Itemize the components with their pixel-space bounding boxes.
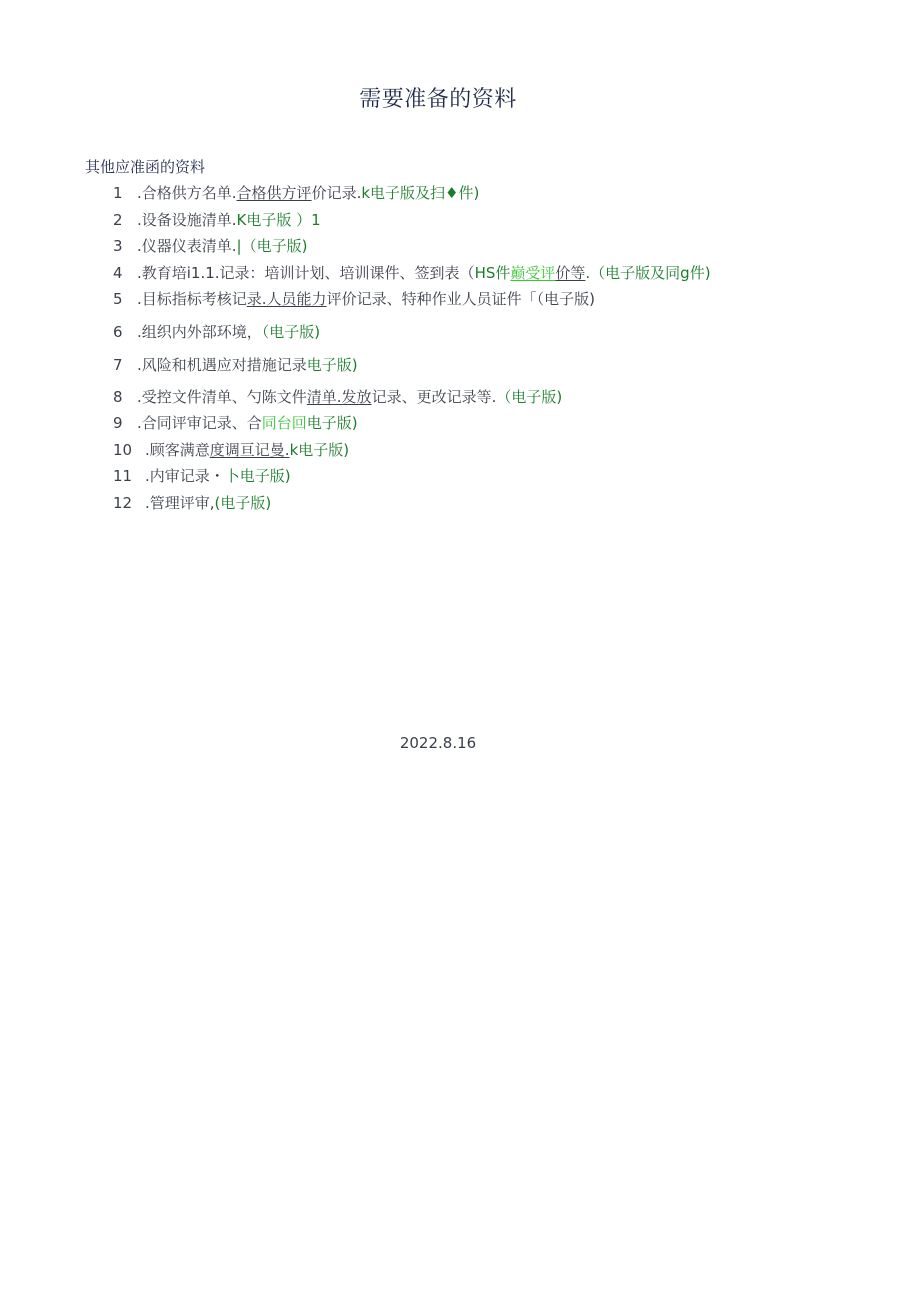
section-heading: 其他应准函的资料 bbox=[85, 158, 206, 176]
item-format-note: k电子版及扫♦件) bbox=[361, 184, 480, 202]
item-number: 1 bbox=[113, 184, 123, 202]
item-text-underlined: 合格供方评 bbox=[236, 184, 312, 202]
item-text: .组织内外部环境， bbox=[137, 323, 262, 341]
item-text-underlined: 度调亘记曼. bbox=[209, 441, 290, 459]
page-title: 需要准备的资料 bbox=[359, 87, 517, 112]
list-item bbox=[113, 493, 271, 513]
item-format-note: |（电子版) bbox=[236, 237, 308, 255]
item-number: 9 bbox=[113, 414, 123, 432]
item-text-highlight: 同台回 bbox=[261, 414, 307, 432]
item-format-note: 卜电子版) bbox=[224, 467, 291, 485]
item-text: .教育培i1.1.记录：培训计划、培训课件、签到表（ bbox=[137, 264, 475, 282]
item-text: .合格供方名单. bbox=[137, 184, 237, 202]
item-format-note: k电子版) bbox=[289, 441, 350, 459]
item-number: 12 bbox=[113, 494, 133, 512]
item-text: .设备设施清单. bbox=[137, 211, 237, 229]
list-item bbox=[113, 263, 711, 283]
item-text: .顾客满意 bbox=[145, 441, 210, 459]
item-format-note: HS件 bbox=[474, 264, 511, 282]
item-format-note: (电子版) bbox=[214, 494, 272, 512]
item-number: 10 bbox=[113, 441, 133, 459]
item-number: 2 bbox=[113, 211, 123, 229]
item-text: 价记录. bbox=[311, 184, 362, 202]
item-number: 11 bbox=[113, 467, 133, 485]
item-number: 8 bbox=[113, 388, 123, 406]
list-item bbox=[113, 183, 479, 203]
list-item bbox=[113, 236, 307, 256]
item-text: .合同评审记录、合 bbox=[137, 414, 262, 432]
list-item bbox=[113, 210, 321, 230]
item-number: 3 bbox=[113, 237, 123, 255]
item-format-note: （电子版) bbox=[496, 388, 563, 406]
item-text: .目标指标考核记 bbox=[137, 290, 247, 308]
item-format-note: 电子版) bbox=[306, 414, 358, 432]
item-text: .风险和机遇应对措施记录 bbox=[137, 356, 307, 374]
item-number: 4 bbox=[113, 264, 123, 282]
list-item bbox=[113, 387, 562, 407]
item-text: 评价记录、特种作业人员证件「（电子版) bbox=[326, 290, 595, 308]
item-text: 记录、更改记录等. bbox=[371, 388, 497, 406]
item-text-underlined: 录.人员能力 bbox=[246, 290, 327, 308]
list-item bbox=[113, 440, 349, 460]
item-text: .受控文件清单、勺陈文件 bbox=[137, 388, 307, 406]
item-text-highlight: 巅受评 bbox=[510, 264, 556, 282]
item-number: 7 bbox=[113, 356, 123, 374]
document-date: 2022.8.16 bbox=[399, 734, 477, 752]
item-number: 6 bbox=[113, 323, 123, 341]
list-item bbox=[113, 466, 291, 486]
item-text: .内审记录・ bbox=[145, 467, 225, 485]
item-format-note: .（电子版及同g件) bbox=[585, 264, 711, 282]
list-item bbox=[113, 322, 320, 342]
list-item bbox=[113, 355, 358, 375]
item-number: 5 bbox=[113, 290, 123, 308]
item-text-underlined: 价等 bbox=[555, 264, 586, 282]
item-text: .管理评审, bbox=[145, 494, 215, 512]
list-item bbox=[113, 413, 358, 433]
item-format-note: （电子版) bbox=[261, 323, 321, 341]
item-format-note: K电子版 ）1 bbox=[236, 211, 321, 229]
item-format-note: 电子版) bbox=[306, 356, 358, 374]
list-item bbox=[113, 289, 595, 309]
item-text: .仪器仪表清单. bbox=[137, 237, 237, 255]
item-text-underlined: 清单.发放 bbox=[306, 388, 372, 406]
